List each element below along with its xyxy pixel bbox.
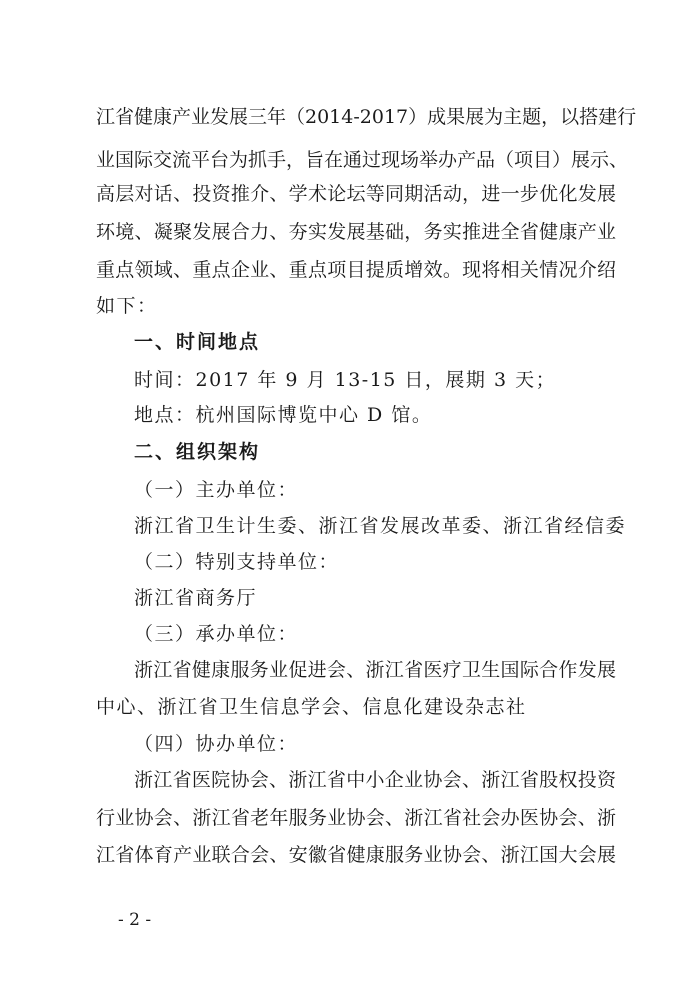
coorganizer-line-1: 浙江省医院协会、浙江省中小企业协会、浙江省股权投资 [134, 769, 616, 791]
support-units: 浙江省商务厅 [134, 587, 258, 609]
organizer-line-1: 浙江省健康服务业促进会、浙江省医疗卫生国际合作发展 [134, 659, 616, 681]
body-line-3: 高层对话、投资推介、学术论坛等同期活动，进一步优化发展 [96, 183, 616, 205]
body-line-2: 业国际交流平台为抓手，旨在通过现场举办产品（项目）展示、 [96, 149, 629, 171]
body-line-6: 如下： [96, 295, 158, 317]
support-label: （二）特别支持单位： [134, 551, 340, 573]
page-number: - 2 - [118, 910, 152, 930]
organizer-line-2: 中心、浙江省卫生信息学会、信息化建设杂志社 [96, 696, 527, 718]
section-heading-time-place: 一、时间地点 [134, 331, 261, 353]
coorganizer-line-2: 行业协会、浙江省老年服务业协会、浙江省社会办医协会、浙 [96, 807, 616, 829]
body-line-5: 重点领域、重点企业、重点项目提质增效。现将相关情况介绍 [96, 259, 616, 281]
event-place: 地点：杭州国际博览中心 D 馆。 [134, 404, 433, 426]
organizer-label: （三）承办单位： [134, 623, 299, 645]
body-line-1: 江省健康产业发展三年（2014-2017）成果展为主题，以搭建行 [96, 106, 637, 128]
host-label: （一）主办单位： [134, 479, 299, 501]
coorganizer-line-3: 江省体育产业联合会、安徽省健康服务业协会、浙江国大会展 [96, 844, 616, 866]
coorganizer-label: （四）协办单位： [134, 733, 299, 755]
host-units: 浙江省卫生计生委、浙江省发展改革委、浙江省经信委 [134, 515, 627, 537]
event-time: 时间：2017 年 9 月 13-15 日，展期 3 天； [134, 369, 557, 391]
section-heading-organization: 二、组织架构 [134, 441, 261, 463]
body-line-4: 环境、凝聚发展合力、夯实发展基础，务实推进全省健康产业 [96, 221, 616, 243]
